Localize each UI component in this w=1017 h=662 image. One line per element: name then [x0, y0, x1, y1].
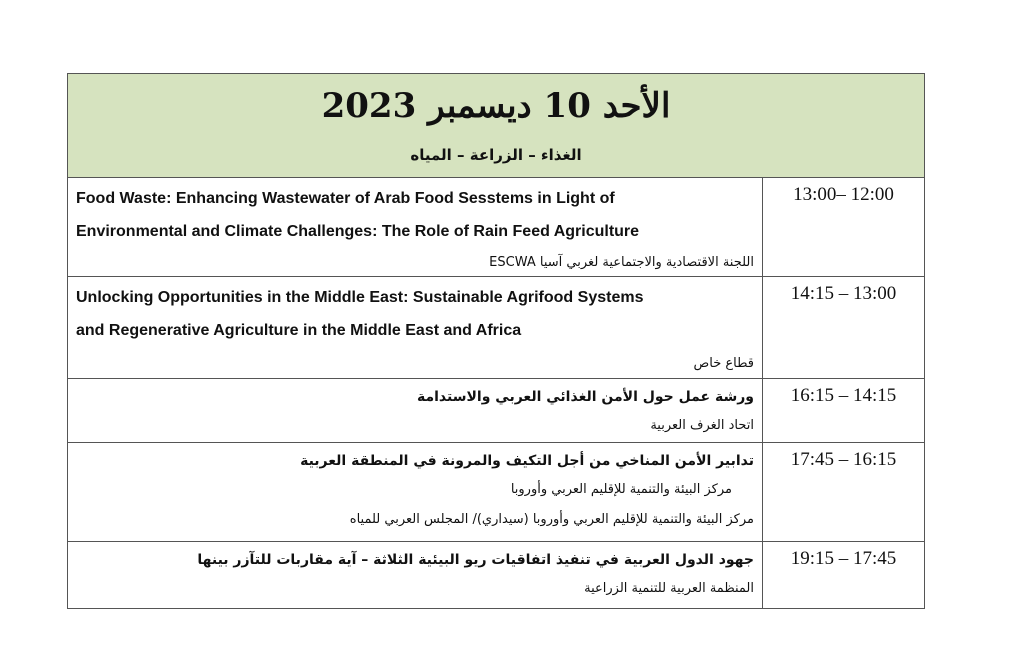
- session-title: ورشة عمل حول الأمن الغذائي العربي والاستدامة: [416, 389, 754, 405]
- session-title: تدابير الأمن المناخي من أجل التكيف والمرونة في المنطقة العربية: [300, 453, 754, 469]
- session-details: [68, 542, 763, 608]
- session-organizer: المنظمة العربية للتنمية الزراعية: [584, 581, 754, 596]
- session-time: 19:15 – 17:45: [790, 548, 897, 569]
- table-row: [68, 178, 924, 277]
- session-details: [68, 379, 763, 442]
- session-title-line: Environmental and Climate Challenges: The Role of Rain Feed Agriculture: [76, 223, 640, 240]
- session-time: 17:45 – 16:15: [790, 449, 897, 470]
- page-title: الأحد 10 ديسمبر 2023: [321, 86, 671, 126]
- schedule-header: [68, 74, 924, 178]
- session-details: [68, 178, 763, 276]
- session-organizer: اللجنة الاقتصادية والاجتماعية لغربي آسيا ESCWA: [489, 255, 754, 270]
- schedule-table: [67, 73, 925, 609]
- table-row: [68, 443, 924, 542]
- session-details: [68, 277, 763, 378]
- session-time: 13:00– 12:00: [793, 184, 894, 205]
- session-organizer: اتحاد الغرف العربية: [650, 418, 754, 433]
- session-title-line: Food Waste: Enhancing Wastewater of Arab Food Sesstems in Light of: [76, 190, 615, 207]
- session-organizer: مركز البيئة والتنمية للإقليم العربي وأوروبا: [510, 482, 732, 497]
- session-title: جهود الدول العربية في تنفيذ اتفاقيات ريو البيئية الثلاثة – آية مقاربات للتآزر بينها: [197, 552, 754, 568]
- session-organizer: مركز البيئة والتنمية للإقليم العربي وأوروبا (سيداري)/ المجلس العربي للمياه: [349, 512, 754, 527]
- page-subtitle: الغذاء – الزراعة – المياه: [410, 146, 582, 164]
- session-time: 14:15 – 13:00: [790, 283, 897, 304]
- table-row: [68, 379, 924, 443]
- session-details: [68, 443, 763, 541]
- session-organizer: قطاع خاص: [693, 356, 754, 371]
- session-title-line: and Regenerative Agriculture in the Middle East and Africa: [76, 322, 522, 339]
- table-row: [68, 542, 924, 608]
- session-time: 16:15 – 14:15: [790, 385, 897, 406]
- table-row: [68, 277, 924, 379]
- session-title-line: Unlocking Opportunities in the Middle East: Sustainable Agrifood Systems: [76, 289, 644, 306]
